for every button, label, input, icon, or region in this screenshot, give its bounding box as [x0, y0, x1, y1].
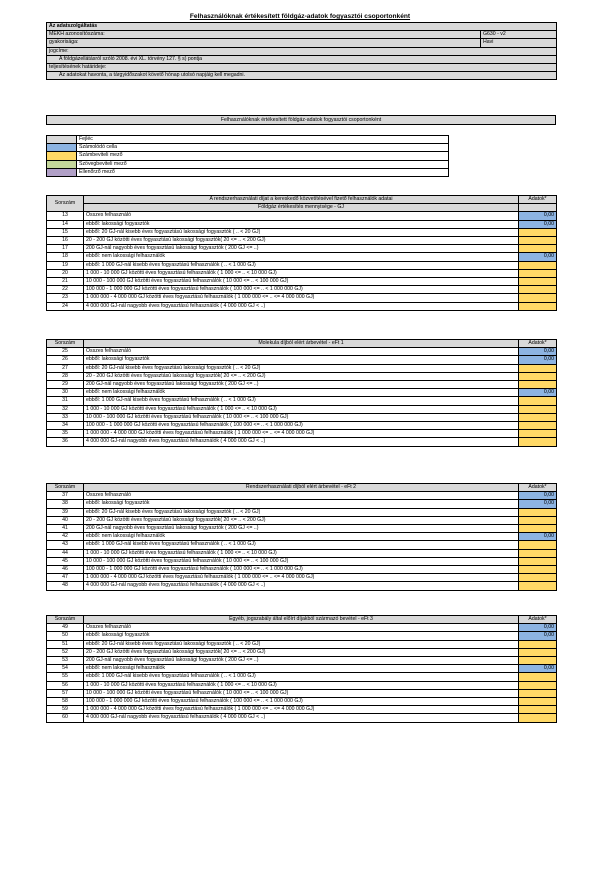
- row-label: ebből: nem lakossági felhasználók: [84, 533, 519, 541]
- row-number: 60: [47, 714, 84, 722]
- legend-swatch: [47, 144, 77, 152]
- row-label: ebből: 1 000 GJ-nál kisebb éves fogyasztású felhasználók ( .. < 1 000 GJ): [84, 673, 519, 681]
- input-cell[interactable]: [519, 364, 557, 372]
- table-row: [47, 557, 557, 565]
- data-table: [46, 339, 557, 447]
- row-label: ebből: lakossági fogyasztók: [84, 356, 519, 364]
- deadline-value: Az adatokat havonta, a tárgyidőszakot követő hónap utolsó napjáig kell megadni.: [47, 72, 557, 80]
- column-header-sorszam: Sorszám: [47, 196, 84, 212]
- input-cell[interactable]: [519, 302, 557, 310]
- row-label: 1 000 - 10 000 GJ közötti éves fogyasztású felhasználók ( 1 000 <= .. < 10 000 GJ): [84, 269, 519, 277]
- table-row: [47, 525, 557, 533]
- row-label: ebből: nem lakossági felhasználók: [84, 389, 519, 397]
- row-label: 20 - 200 GJ közötti éves fogyasztású lakossági fogyasztók( 20 <= .. < 200 GJ): [84, 516, 519, 524]
- input-cell[interactable]: [519, 397, 557, 405]
- table-row: [47, 294, 557, 302]
- row-label: 100 000 - 1 000 000 GJ közötti éves fogyasztású felhasználók ( 100 000 <= .. < 1 000 000 GJ): [84, 698, 519, 706]
- table-row: [47, 516, 557, 524]
- row-number: 50: [47, 632, 84, 640]
- column-header-sorszam: Sorszám: [47, 616, 84, 624]
- row-label: ebből: nem lakossági felhasználók: [84, 665, 519, 673]
- row-label: 200 GJ-nál nagyobb éves fogyasztású lakossági fogyasztók ( 200 GJ <= ..): [84, 657, 519, 665]
- row-label: 100 000 - 1 000 000 GJ közötti éves fogyasztású felhasználók ( 100 000 <= .. < 1 000 000 GJ): [84, 566, 519, 574]
- row-number: 51: [47, 640, 84, 648]
- row-number: 14: [47, 220, 84, 228]
- calculated-cell: 0,00: [519, 533, 557, 541]
- legend-item: [47, 160, 449, 168]
- row-number: 17: [47, 245, 84, 253]
- input-cell[interactable]: [519, 689, 557, 697]
- table-row: [47, 302, 557, 310]
- row-label: 1 000 - 10 000 GJ közötti éves fogyasztású felhasználók ( 1 000 <= .. < 10 000 GJ): [84, 681, 519, 689]
- row-label: 1 000 000 - 4 000 000 GJ közötti éves fogyasztású felhasználók ( 1 000 000 <= .. <= 4 000 000 GJ): [84, 706, 519, 714]
- data-table: [46, 195, 557, 311]
- legend: [46, 135, 449, 177]
- row-label: ebből: lakossági fogyasztók: [84, 632, 519, 640]
- input-cell[interactable]: [519, 714, 557, 722]
- input-cell[interactable]: [519, 508, 557, 516]
- input-cell[interactable]: [519, 582, 557, 590]
- row-label: Összes felhasználó: [84, 492, 519, 500]
- column-header-sorszam: Sorszám: [47, 484, 84, 492]
- table-row: [47, 665, 557, 673]
- table-row: [47, 212, 557, 220]
- row-label: 1 000 000 - 4 000 000 GJ közötti éves fogyasztású felhasználók ( 1 000 000 <= .. <= 4 000 000 GJ): [84, 574, 519, 582]
- calculated-cell: 0,00: [519, 212, 557, 220]
- row-label: ebből: 20 GJ-nál kisebb éves fogyasztású lakossági fogyasztók ( .. < 20 GJ): [84, 364, 519, 372]
- column-header-sorszam: Sorszám: [47, 340, 84, 348]
- table-row: [47, 673, 557, 681]
- table-row: [47, 381, 557, 389]
- table-row: [47, 533, 557, 541]
- table-row: [47, 245, 557, 253]
- input-cell[interactable]: [519, 648, 557, 656]
- row-label: Összes felhasználó: [84, 212, 519, 220]
- row-label: 1 000 000 - 4 000 000 GJ közötti éves fogyasztású felhasználók ( 1 000 000 <= .. <= 4 000 000 GJ): [84, 430, 519, 438]
- table-row: [47, 228, 557, 236]
- row-number: 59: [47, 706, 84, 714]
- row-number: 29: [47, 381, 84, 389]
- column-header-adatok: Adatok*: [519, 340, 557, 348]
- row-label: ebből: 20 GJ-nál kisebb éves fogyasztású lakossági fogyasztók ( .. < 20 GJ): [84, 228, 519, 236]
- table-row: [47, 624, 557, 632]
- calculated-cell: 0,00: [519, 348, 557, 356]
- row-number: 42: [47, 533, 84, 541]
- legend-swatch: [47, 152, 77, 160]
- row-label: ebből: 20 GJ-nál kisebb éves fogyasztású lakossági fogyasztók ( .. < 20 GJ): [84, 508, 519, 516]
- frequency-value: Havi: [481, 39, 557, 47]
- row-number: 41: [47, 525, 84, 533]
- input-cell[interactable]: [519, 422, 557, 430]
- table-row: [47, 261, 557, 269]
- row-number: 48: [47, 582, 84, 590]
- input-cell[interactable]: [519, 438, 557, 446]
- table-row: [47, 714, 557, 722]
- table-row: [47, 541, 557, 549]
- row-label: ebből: 1 000 GJ-nál kisebb éves fogyasztású felhasználók ( .. < 1 000 GJ): [84, 397, 519, 405]
- header-empty-cell: [519, 204, 557, 212]
- row-label: 10 000 - 100 000 GJ közötti éves fogyasztású felhasználók ( 10 000 <= .. < 100 000 GJ): [84, 413, 519, 421]
- calculated-cell: 0,00: [519, 632, 557, 640]
- input-cell[interactable]: [519, 557, 557, 565]
- table-row: [47, 640, 557, 648]
- legal-basis-value: A földgázellátásról szóló 2008. évi XL. törvény 127. § s) pontja: [47, 55, 557, 63]
- block-title: Egyéb, jogszabály által előírt díjakból származó bevétel - eFt 3: [84, 616, 519, 624]
- calculated-cell: 0,00: [519, 356, 557, 364]
- input-cell[interactable]: [519, 413, 557, 421]
- row-label: 200 GJ-nál nagyobb éves fogyasztású lakossági fogyasztók ( 200 GJ <= ..): [84, 381, 519, 389]
- input-cell[interactable]: [519, 657, 557, 665]
- input-cell[interactable]: [519, 381, 557, 389]
- row-number: 58: [47, 698, 84, 706]
- row-number: 34: [47, 422, 84, 430]
- row-number: 36: [47, 438, 84, 446]
- page-title: Felhasználóknak értékesített földgáz-adatok fogyasztói csoportonként: [189, 13, 411, 20]
- legend-label: Számbeviteli mező: [77, 152, 449, 160]
- input-cell[interactable]: [519, 525, 557, 533]
- input-cell[interactable]: [519, 372, 557, 380]
- table-row: [47, 438, 557, 446]
- subtitle: Felhasználóknak értékesített földgáz-adatok fogyasztói csoportonként: [47, 116, 556, 125]
- input-cell[interactable]: [519, 278, 557, 286]
- row-label: Összes felhasználó: [84, 624, 519, 632]
- row-number: 49: [47, 624, 84, 632]
- row-label: 100 000 - 1 000 000 GJ közötti éves fogyasztású felhasználók ( 100 000 <= .. < 1 000 000 GJ): [84, 286, 519, 294]
- legend-label: Ellenőrző mező: [77, 168, 449, 176]
- row-number: 25: [47, 348, 84, 356]
- input-cell[interactable]: [519, 405, 557, 413]
- row-number: 19: [47, 261, 84, 269]
- row-number: 43: [47, 541, 84, 549]
- row-label: ebből: 1 000 GJ-nál kisebb éves fogyasztású felhasználók ( .. < 1 000 GJ): [84, 261, 519, 269]
- row-label: 4 000 000 GJ-nál nagyobb éves fogyasztású felhasználók ( 4 000 000 GJ < ..): [84, 714, 519, 722]
- legend-item: [47, 152, 449, 160]
- legend-item: [47, 136, 449, 144]
- table-row: [47, 372, 557, 380]
- input-cell[interactable]: [519, 698, 557, 706]
- legend-swatch: [47, 168, 77, 176]
- row-number: 53: [47, 657, 84, 665]
- table-row: [47, 632, 557, 640]
- input-cell[interactable]: [519, 294, 557, 302]
- input-cell[interactable]: [519, 516, 557, 524]
- legend-item: [47, 144, 449, 152]
- column-header-adatok: Adatok*: [519, 616, 557, 624]
- row-number: 37: [47, 492, 84, 500]
- table-row: [47, 566, 557, 574]
- table-row: [47, 269, 557, 277]
- row-label: 10 000 - 100 000 GJ közötti éves fogyasztású felhasználók ( 10 000 <= .. < 100 000 GJ): [84, 557, 519, 565]
- legend-label: Számolódó cella: [77, 144, 449, 152]
- table-row: [47, 286, 557, 294]
- row-label: ebből: 20 GJ-nál kisebb éves fogyasztású lakossági fogyasztók ( .. < 20 GJ): [84, 640, 519, 648]
- row-label: ebből: lakossági fogyasztók: [84, 500, 519, 508]
- row-label: 200 GJ-nál nagyobb éves fogyasztású lakossági fogyasztók ( 200 GJ <= ..): [84, 525, 519, 533]
- table-row: [47, 397, 557, 405]
- input-cell[interactable]: [519, 574, 557, 582]
- input-cell[interactable]: [519, 228, 557, 236]
- table-row: [47, 278, 557, 286]
- table-row: [47, 508, 557, 516]
- row-number: 16: [47, 237, 84, 245]
- table-row: [47, 492, 557, 500]
- mekh-label: MEKH azonosítószáma:: [47, 31, 481, 39]
- input-cell[interactable]: [519, 430, 557, 438]
- row-label: 20 - 200 GJ közötti éves fogyasztású lakossági fogyasztók( 20 <= .. < 200 GJ): [84, 648, 519, 656]
- table-row: [47, 348, 557, 356]
- row-label: ebből: lakossági fogyasztók: [84, 220, 519, 228]
- header-section: Az adatszolgáltatás: [47, 23, 557, 31]
- row-number: 55: [47, 673, 84, 681]
- row-number: 52: [47, 648, 84, 656]
- row-number: 23: [47, 294, 84, 302]
- table-row: [47, 582, 557, 590]
- row-number: 54: [47, 665, 84, 673]
- row-number: 40: [47, 516, 84, 524]
- table-row: [47, 706, 557, 714]
- header-table: [46, 22, 557, 80]
- row-number: 47: [47, 574, 84, 582]
- row-number: 13: [47, 212, 84, 220]
- row-label: Összes felhasználó: [84, 348, 519, 356]
- calculated-cell: 0,00: [519, 500, 557, 508]
- row-number: 20: [47, 269, 84, 277]
- row-number: 39: [47, 508, 84, 516]
- legend-swatch: [47, 160, 77, 168]
- calculated-cell: 0,00: [519, 624, 557, 632]
- row-number: 21: [47, 278, 84, 286]
- input-cell[interactable]: [519, 237, 557, 245]
- input-cell[interactable]: [519, 673, 557, 681]
- row-number: 38: [47, 500, 84, 508]
- subtitle-box: [46, 115, 556, 125]
- input-cell[interactable]: [519, 549, 557, 557]
- input-cell[interactable]: [519, 566, 557, 574]
- row-label: 1 000 000 - 4 000 000 GJ közötti éves fogyasztású felhasználók ( 1 000 000 <= .. <= 4 000 000 GJ): [84, 294, 519, 302]
- table-row: [47, 681, 557, 689]
- frequency-label: gyakorisága:: [47, 39, 481, 47]
- table-row: [47, 648, 557, 656]
- table-row: [47, 500, 557, 508]
- legal-basis-label: jogcíme:: [47, 47, 557, 55]
- row-number: 35: [47, 430, 84, 438]
- column-header-adatok: Adatok*: [519, 484, 557, 492]
- table-row: [47, 237, 557, 245]
- deadline-label: teljesítésének határideje:: [47, 64, 557, 72]
- row-number: 18: [47, 253, 84, 261]
- row-label: 1 000 - 10 000 GJ közötti éves fogyasztású felhasználók ( 1 000 <= .. < 10 000 GJ): [84, 549, 519, 557]
- row-label: ebből: nem lakossági felhasználók: [84, 253, 519, 261]
- row-number: 22: [47, 286, 84, 294]
- table-row: [47, 574, 557, 582]
- table-row: [47, 253, 557, 261]
- table-row: [47, 657, 557, 665]
- row-number: 27: [47, 364, 84, 372]
- row-label: 100 000 - 1 000 000 GJ közötti éves fogyasztású felhasználók ( 100 000 <= .. < 1 000 000 GJ): [84, 422, 519, 430]
- row-number: 46: [47, 566, 84, 574]
- row-number: 57: [47, 689, 84, 697]
- block-subtitle: Földgáz értékesítés mennyisége - GJ: [84, 204, 519, 212]
- row-number: 45: [47, 557, 84, 565]
- row-label: 10 000 - 100 000 GJ közötti éves fogyasztású felhasználók ( 10 000 <= .. < 100 000 GJ): [84, 689, 519, 697]
- row-number: 33: [47, 413, 84, 421]
- input-cell[interactable]: [519, 261, 557, 269]
- row-number: 32: [47, 405, 84, 413]
- input-cell[interactable]: [519, 640, 557, 648]
- block-title: A rendszerhasználati díjat a kereskedő közvetítésével fizető felhasználók adatai: [84, 196, 519, 204]
- row-label: 20 - 200 GJ közötti éves fogyasztású lakossági fogyasztók( 20 <= .. < 200 GJ): [84, 372, 519, 380]
- calculated-cell: 0,00: [519, 220, 557, 228]
- row-number: 24: [47, 302, 84, 310]
- row-number: 26: [47, 356, 84, 364]
- row-label: 1 000 - 10 000 GJ közötti éves fogyasztású felhasználók ( 1 000 <= .. < 10 000 GJ): [84, 405, 519, 413]
- block-title: Molekula díjból elért árbevétel - eFt 1: [84, 340, 519, 348]
- row-label: 10 000 - 100 000 GJ közötti éves fogyasztású felhasználók ( 10 000 <= .. < 100 000 GJ): [84, 278, 519, 286]
- row-label: 4 000 000 GJ-nál nagyobb éves fogyasztású felhasználók ( 4 000 000 GJ < ..): [84, 438, 519, 446]
- column-header-adatok: Adatok*: [519, 196, 557, 204]
- input-cell[interactable]: [519, 541, 557, 549]
- table-row: [47, 220, 557, 228]
- table-row: [47, 389, 557, 397]
- input-cell[interactable]: [519, 245, 557, 253]
- table-row: [47, 430, 557, 438]
- row-label: ebből: 1 000 GJ-nál kisebb éves fogyasztású felhasználók ( .. < 1 000 GJ): [84, 541, 519, 549]
- row-number: 44: [47, 549, 84, 557]
- row-label: 4 000 000 GJ-nál nagyobb éves fogyasztású felhasználók ( 4 000 000 GJ < ..): [84, 582, 519, 590]
- row-label: 200 GJ-nál nagyobb éves fogyasztású lakossági fogyasztók ( 200 GJ <= ..): [84, 245, 519, 253]
- table-row: [47, 689, 557, 697]
- legend-swatch: [47, 136, 77, 144]
- row-label: 20 - 200 GJ közötti éves fogyasztású lakossági fogyasztók( 20 <= .. < 200 GJ): [84, 237, 519, 245]
- data-table: [46, 615, 557, 723]
- input-cell[interactable]: [519, 706, 557, 714]
- input-cell[interactable]: [519, 269, 557, 277]
- input-cell[interactable]: [519, 286, 557, 294]
- table-row: [47, 356, 557, 364]
- legend-label: Fejléc: [77, 136, 449, 144]
- row-number: 56: [47, 681, 84, 689]
- table-row: [47, 405, 557, 413]
- row-number: 30: [47, 389, 84, 397]
- legend-item: [47, 168, 449, 176]
- table-row: [47, 549, 557, 557]
- calculated-cell: 0,00: [519, 253, 557, 261]
- input-cell[interactable]: [519, 681, 557, 689]
- block-title: Rendszerhasználati díjból elért árbevétel - eFt 2: [84, 484, 519, 492]
- calculated-cell: 0,00: [519, 665, 557, 673]
- table-row: [47, 698, 557, 706]
- row-number: 31: [47, 397, 84, 405]
- legend-label: Szövegbeviteli mező: [77, 160, 449, 168]
- table-row: [47, 364, 557, 372]
- table-row: [47, 422, 557, 430]
- calculated-cell: 0,00: [519, 492, 557, 500]
- table-row: [47, 413, 557, 421]
- calculated-cell: 0,00: [519, 389, 557, 397]
- data-table: [46, 483, 557, 591]
- row-number: 28: [47, 372, 84, 380]
- mekh-value: G630 - v2: [481, 31, 557, 39]
- row-label: 4 000 000 GJ-nál nagyobb éves fogyasztású felhasználók ( 4 000 000 GJ < ..): [84, 302, 519, 310]
- row-number: 15: [47, 228, 84, 236]
